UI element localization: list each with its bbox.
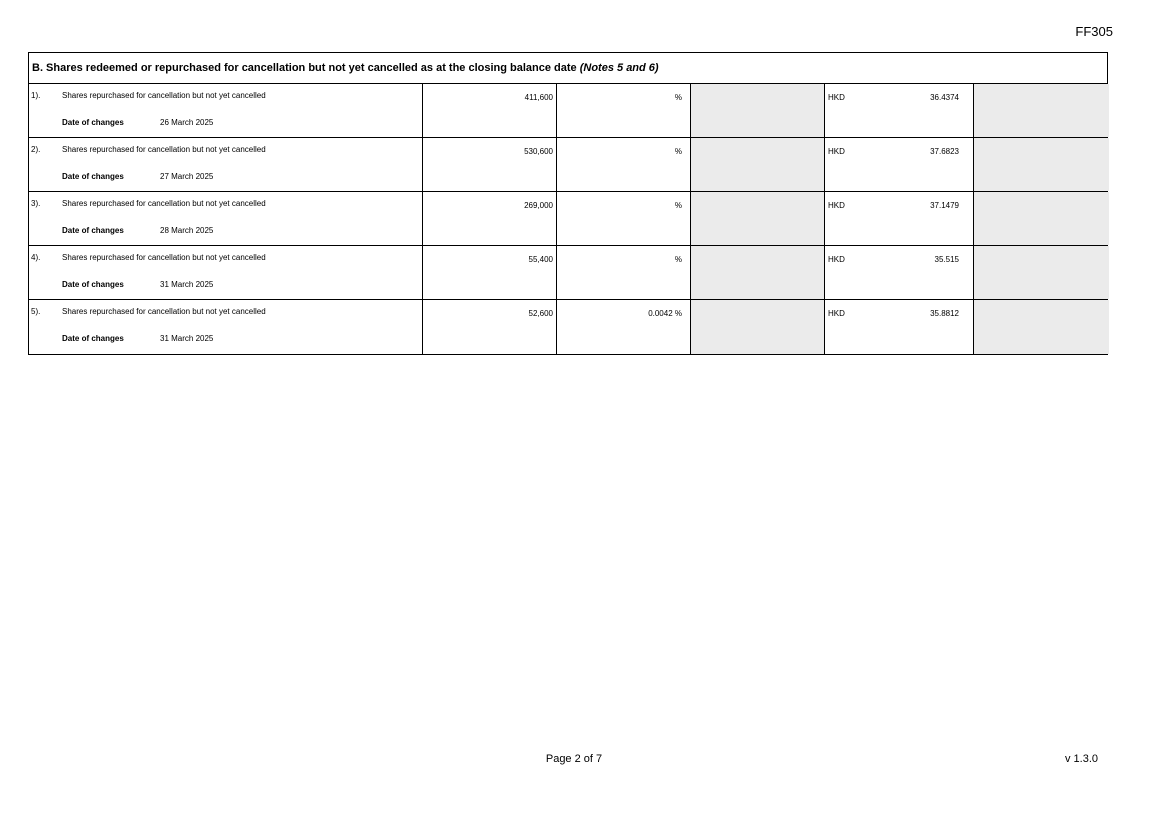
table-row bbox=[29, 192, 1107, 246]
section-title-notes: (Notes 5 and 6) bbox=[579, 62, 659, 74]
price-cell bbox=[825, 192, 974, 245]
date-of-changes-label: Date of changes bbox=[62, 334, 124, 343]
date-of-changes-label: Date of changes bbox=[62, 172, 124, 181]
description-cell bbox=[29, 246, 423, 299]
price: 37.1479 bbox=[930, 201, 959, 210]
date-of-changes-value: 31 March 2025 bbox=[160, 280, 214, 289]
number-of-shares-cell bbox=[423, 300, 557, 354]
shaded-cell bbox=[691, 138, 825, 191]
price: 36.4374 bbox=[930, 93, 959, 102]
rows bbox=[29, 84, 1107, 354]
date-of-changes-value: 28 March 2025 bbox=[160, 226, 214, 235]
price: 35.8812 bbox=[930, 309, 959, 318]
number-of-shares-cell bbox=[423, 138, 557, 191]
section-title bbox=[29, 53, 1107, 84]
date-of-changes-value: 31 March 2025 bbox=[160, 334, 214, 343]
row-description: Shares repurchased for cancellation but not yet cancelled bbox=[62, 145, 266, 154]
currency: HKD bbox=[828, 309, 845, 318]
price-cell bbox=[825, 84, 974, 137]
price-cell bbox=[825, 138, 974, 191]
row-index: 5). bbox=[31, 307, 41, 316]
percentage: % bbox=[674, 201, 682, 210]
currency: HKD bbox=[828, 147, 845, 156]
date-of-changes-label: Date of changes bbox=[62, 226, 124, 235]
row-index: 4). bbox=[31, 253, 41, 262]
number-of-shares-cell bbox=[423, 84, 557, 137]
version: v 1.3.0 bbox=[1064, 753, 1098, 765]
percentage-cell bbox=[557, 246, 691, 299]
percentage-cell bbox=[557, 300, 691, 354]
percentage-cell bbox=[557, 192, 691, 245]
currency: HKD bbox=[828, 93, 845, 102]
section-title-text: B. Shares redeemed or repurchased for cancellation but not yet cancelled as at the closing balance date bbox=[32, 62, 577, 74]
row-description: Shares repurchased for cancellation but not yet cancelled bbox=[62, 253, 266, 262]
page-number: Page 2 of 7 bbox=[545, 753, 603, 765]
number-of-shares: 269,000 bbox=[524, 201, 553, 210]
date-of-changes-value: 26 March 2025 bbox=[160, 118, 214, 127]
percentage: % bbox=[674, 255, 682, 264]
percentage: 0.0042 % bbox=[648, 309, 682, 318]
shaded-cell bbox=[974, 246, 1109, 299]
currency: HKD bbox=[828, 201, 845, 210]
price-cell bbox=[825, 300, 974, 354]
number-of-shares: 52,600 bbox=[528, 309, 553, 318]
description-cell bbox=[29, 300, 423, 354]
row-index: 3). bbox=[31, 199, 41, 208]
shaded-cell bbox=[974, 300, 1109, 354]
number-of-shares: 411,600 bbox=[524, 93, 553, 102]
description-cell bbox=[29, 192, 423, 245]
table-row bbox=[29, 300, 1107, 354]
row-index: 2). bbox=[31, 145, 41, 154]
table-row bbox=[29, 84, 1107, 138]
description-cell bbox=[29, 84, 423, 137]
description-cell bbox=[29, 138, 423, 191]
percentage: % bbox=[674, 93, 682, 102]
shaded-cell bbox=[691, 300, 825, 354]
shares-section bbox=[28, 52, 1108, 355]
table-row bbox=[29, 246, 1107, 300]
date-of-changes-label: Date of changes bbox=[62, 118, 124, 127]
shaded-cell bbox=[691, 192, 825, 245]
shaded-cell bbox=[974, 192, 1109, 245]
shaded-cell bbox=[974, 84, 1109, 137]
row-index: 1). bbox=[31, 91, 41, 100]
shaded-cell bbox=[691, 84, 825, 137]
shaded-cell bbox=[974, 138, 1109, 191]
row-description: Shares repurchased for cancellation but not yet cancelled bbox=[62, 91, 266, 100]
date-of-changes-value: 27 March 2025 bbox=[160, 172, 214, 181]
form-code: FF305 bbox=[1075, 24, 1113, 39]
price: 35.515 bbox=[934, 255, 959, 264]
percentage-cell bbox=[557, 138, 691, 191]
number-of-shares-cell bbox=[423, 192, 557, 245]
row-description: Shares repurchased for cancellation but not yet cancelled bbox=[62, 199, 266, 208]
shaded-cell bbox=[691, 246, 825, 299]
number-of-shares: 55,400 bbox=[528, 255, 553, 264]
number-of-shares-cell bbox=[423, 246, 557, 299]
percentage-cell bbox=[557, 84, 691, 137]
percentage: % bbox=[674, 147, 682, 156]
number-of-shares: 530,600 bbox=[524, 147, 553, 156]
row-description: Shares repurchased for cancellation but not yet cancelled bbox=[62, 307, 266, 316]
price-cell bbox=[825, 246, 974, 299]
table-row bbox=[29, 138, 1107, 192]
currency: HKD bbox=[828, 255, 845, 264]
date-of-changes-label: Date of changes bbox=[62, 280, 124, 289]
price: 37.6823 bbox=[930, 147, 959, 156]
